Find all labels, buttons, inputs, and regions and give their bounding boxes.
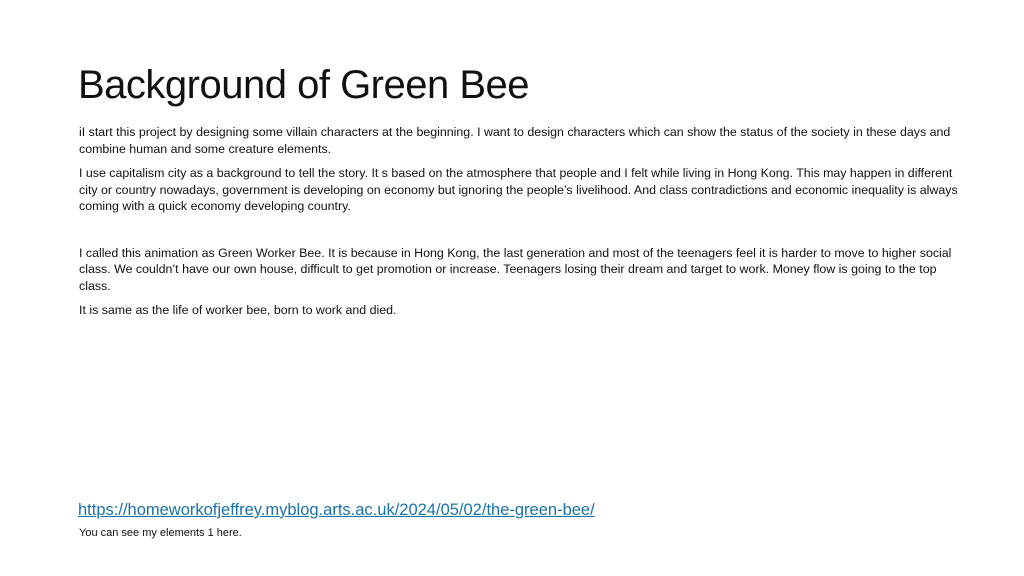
elements-note: You can see my elements 1 here. xyxy=(79,527,242,539)
paragraph-worker-bee: It is same as the life of worker bee, born to work and died. xyxy=(79,303,397,317)
paragraph-intro: iI start this project by designing some villain characters at the beginning. I want to design characters which can show the status of the society in these days and combine human and some creature elements. xyxy=(79,125,951,156)
paragraph-title-explanation: I called this animation as Green Worker Bee. It is because in Hong Kong, the last generation and most of the teenagers feel it is harder to move to higher social class. We couldn’t have our own house, difficult to get promotion or increase. Teenagers losing their dream and target to work. Money flow is going to the top class. xyxy=(79,245,952,293)
blog-link[interactable]: https://homeworkofjeffrey.myblog.arts.ac.uk/2024/05/02/the-green-bee/ xyxy=(78,501,595,519)
slide-title: Background of Green Bee xyxy=(78,63,530,107)
slide-body xyxy=(79,124,959,327)
paragraph-background: I use capitalism city as a background to tell the story. It s based on the atmosphere that people and I felt while living in Hong Kong. This may happen in different city or country nowadays, government is developing on economy but ignoring the people’s livelihood. And class contradictions and economic inequality is always coming with a quick economy developing country. xyxy=(79,166,958,213)
